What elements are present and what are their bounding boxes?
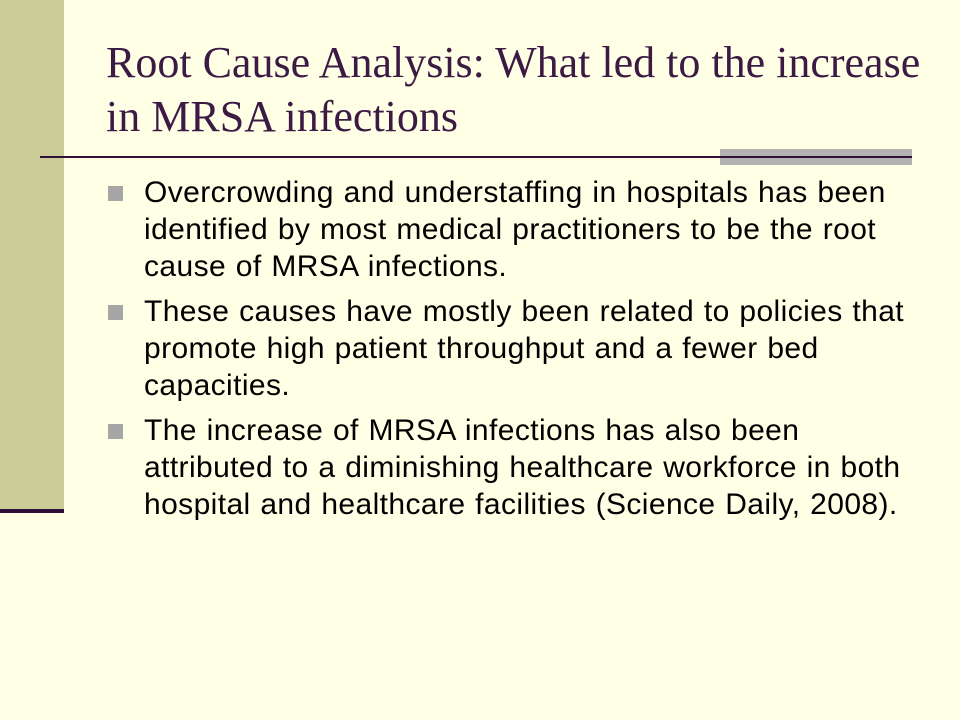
side-decor-rule [0, 509, 64, 513]
bullet-list [108, 174, 908, 531]
bullet-text: These causes have mostly been related to policies that promote high patient throughput and a fewer bed capacities. [144, 295, 905, 402]
square-bullet-icon [108, 305, 123, 320]
bullet-item [108, 412, 908, 523]
square-bullet-icon [108, 424, 123, 439]
square-bullet-icon [108, 186, 123, 201]
side-decor-bar [0, 0, 64, 510]
slide-title: Root Cause Analysis: What led to the increase in MRSA infections [106, 38, 921, 141]
title-accent-bar [720, 149, 912, 165]
bullet-text: Overcrowding and understaffing in hospitals has been identified by most medical practitioners to be the root cause of MRSA infections. [144, 176, 886, 283]
bullet-item [108, 174, 908, 285]
bullet-item [108, 293, 908, 404]
bullet-text: The increase of MRSA infections has also been attributed to a diminishing healthcare workforce in both hospital and healthcare facilities (Science Daily, 2008). [144, 414, 901, 521]
